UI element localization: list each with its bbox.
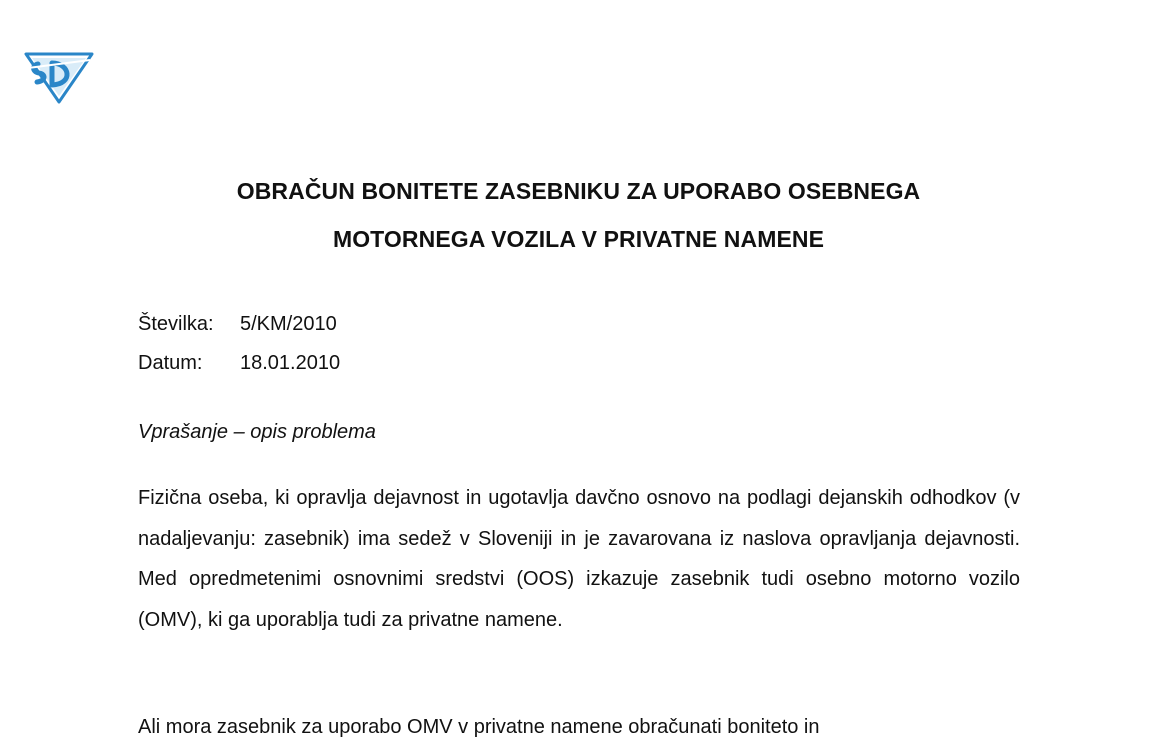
document-number-label: Številka: (138, 313, 214, 335)
document-number-value: 5/KM/2010 (240, 313, 337, 335)
shield-logo-icon (22, 48, 96, 104)
document-date-value: 18.01.2010 (240, 352, 341, 374)
document-date-label: Datum: (138, 352, 203, 374)
company-logo (22, 48, 96, 104)
paragraph-question: Ali mora zasebnik za uporabo OMV v privatne namene obračunati boniteto in (138, 716, 820, 738)
document-title-line-2: MOTORNEGA VOZILA V PRIVATNE NAMENE (332, 226, 825, 252)
paragraph-problem-description: Fizična oseba, ki opravlja dejavnost in ugotavlja davčno osnovo na podlagi dejanskih odhodkov (v nadaljevanju: zasebnik) ima sedež v Sloveniji in je zavarovana iz naslova opravljanja dejavnosti. Med opredmetenimi osnovnimi sredstvi (OOS) izkazuje zasebnik tudi osebno motorno vozilo (OMV), ki ga uporablja tudi za privatne namene. (138, 487, 1020, 631)
document-date-row (138, 352, 340, 375)
section-heading: Vprašanje – opis problema (138, 421, 376, 443)
document-number-row (138, 313, 337, 336)
document-title-line-1: OBRAČUN BONITETE ZASEBNIKU ZA UPORABO OSEBNEGA (236, 178, 921, 204)
